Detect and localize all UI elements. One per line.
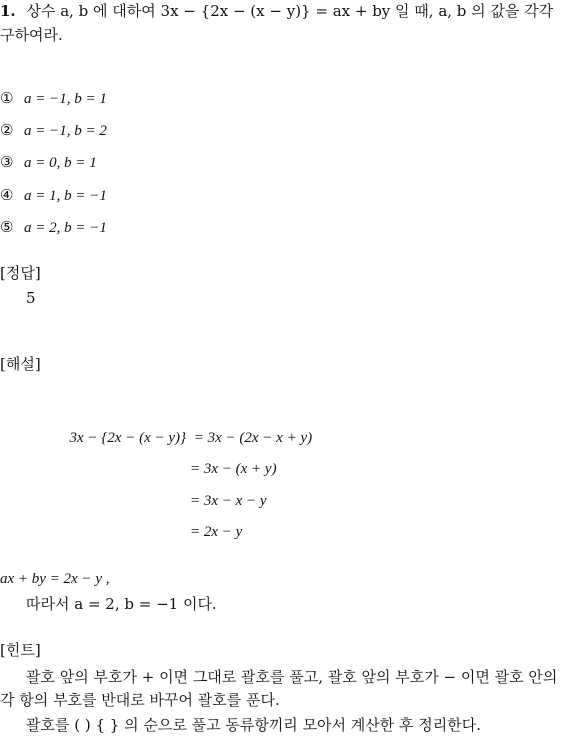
- option-5[interactable]: [0, 218, 107, 238]
- answer-value: 5: [26, 289, 36, 307]
- derivation-row-3: [190, 492, 267, 511]
- hint-paragraph-1: [0, 666, 574, 712]
- option-1[interactable]: [0, 89, 107, 109]
- hint-paragraph-2-text: 괄호를 ( ) { } 의 순으로 풀고 동류항끼리 모아서 계산한 후 정리한다.: [26, 716, 482, 734]
- option-1-marker: ①: [0, 89, 14, 107]
- question-text-line-1: 상수 a, b 에 대하여 3x − {2x − (x − y)} = ax + by 일 때, a, b 의 값을 각각: [26, 2, 554, 20]
- derivation-row-4: [190, 523, 242, 542]
- conclusion-line: 따라서 a = 2, b = −1 이다.: [26, 595, 217, 613]
- derivation-row-2: [190, 460, 277, 479]
- hint-label: [힌트]: [0, 641, 41, 659]
- option-1-text: a = −1, b = 1: [24, 91, 107, 107]
- option-2[interactable]: [0, 121, 107, 141]
- question-line-1: [0, 2, 553, 21]
- derivation-lhs-1: 3x − {2x − (x − y)}: [69, 430, 186, 446]
- explanation-label: [해설]: [0, 355, 41, 373]
- option-5-text: a = 2, b = −1: [24, 220, 107, 236]
- option-3-marker: ③: [0, 153, 14, 171]
- derivation-rhs-2: = 3x − (x + y): [190, 461, 277, 477]
- hint-paragraph-1-text: 괄호 앞의 부호가 + 이면 그대로 괄호를 풀고, 괄호 앞의 부호가 − 이면 괄호 안의 각 항의 부호를 반대로 바꾸어 괄호를 푼다.: [0, 668, 558, 709]
- option-4-text: a = 1, b = −1: [24, 188, 107, 204]
- option-3-text: a = 0, b = 1: [24, 155, 97, 171]
- derivation-rhs-4: = 2x − y: [190, 524, 243, 540]
- question-line-2: 구하여라.: [0, 26, 63, 44]
- result-line: ax + by = 2x − y ,: [0, 571, 110, 587]
- option-4-marker: ④: [0, 186, 14, 204]
- question-number: 1.: [0, 2, 16, 20]
- option-5-marker: ⑤: [0, 218, 14, 236]
- derivation-rhs-3: = 3x − x − y: [190, 493, 267, 509]
- option-3[interactable]: [0, 153, 97, 173]
- option-2-marker: ②: [0, 121, 14, 139]
- derivation-row-1: [40, 429, 312, 448]
- answer-label: [정답]: [0, 264, 41, 282]
- derivation-rhs-1: = 3x − (2x − x + y): [193, 430, 313, 446]
- option-4[interactable]: [0, 186, 107, 206]
- option-2-text: a = −1, b = 2: [24, 123, 107, 139]
- hint-paragraph-2: [0, 714, 574, 737]
